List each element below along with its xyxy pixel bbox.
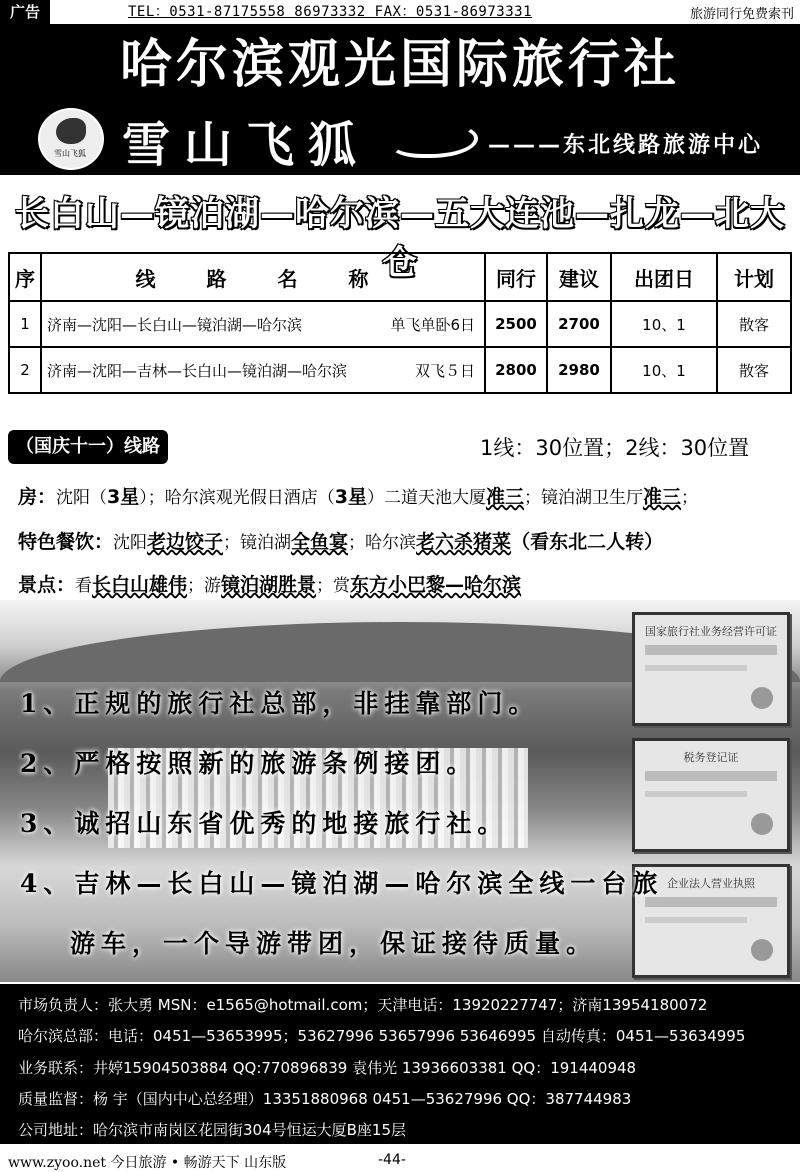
- row-name: [41, 301, 485, 347]
- selling-point: 1、正规的旅行社总部，非挂靠部门。: [20, 689, 540, 718]
- route-name: 济南—沈阳—吉林—长白山—镜泊湖—哈尔滨: [47, 361, 348, 380]
- route-title: 长白山—镜泊湖—哈尔滨—五大连池—扎龙—北大仓: [15, 194, 785, 283]
- license-title: 税务登记证: [683, 751, 739, 764]
- food-dish: 老六杀猪菜: [416, 531, 512, 553]
- hotel-info: [18, 482, 698, 509]
- travel-mode: 双飞５日: [414, 361, 475, 380]
- logo-text: 雪山飞狐: [54, 149, 86, 158]
- spots-label: 景点：: [18, 574, 76, 596]
- spot-name: 长白山雄伟: [92, 574, 188, 596]
- footer-line: 业务联系：井婷15904503884 QQ:770896839 袁伟光 13936603381 QQ：191440948: [18, 1059, 637, 1077]
- hotel-grade: 准三: [485, 486, 524, 508]
- brand-name: 雪山飞狐: [122, 117, 371, 173]
- spot-name: 镜泊湖胜景: [221, 574, 317, 596]
- hotel-text: 沈阳（: [56, 488, 108, 508]
- footer-line: 质量监督：杨 宇（国内中心总经理）13351880968 0451—53627996 QQ：387744983: [18, 1090, 632, 1108]
- row-no: 1: [9, 301, 41, 347]
- header-date: 出团日: [611, 253, 717, 301]
- row-plan: 散客: [717, 301, 791, 347]
- food-text: ；镜泊湖: [223, 533, 292, 553]
- travel-mode: 单飞单卧6日: [390, 315, 475, 334]
- table-row: [9, 347, 791, 393]
- contact-line: TEL：0531-87175558 86973332 FAX：0531-86973331: [128, 4, 533, 20]
- hotel-star: 3星: [334, 486, 367, 508]
- row-peer-price: 2500: [485, 301, 547, 347]
- website-footer: www.zyoo.net 今日旅游 • 畅游天下 山东版: [8, 1155, 287, 1171]
- routes-table: [8, 252, 792, 394]
- holiday-tag: （国庆十一）线路: [8, 430, 168, 464]
- table-row: [9, 301, 791, 347]
- row-name: [41, 347, 485, 393]
- spots-text: ；游: [187, 576, 222, 596]
- footer-line: 哈尔滨总部：电话：0451—53653995；53627996 53657996 53646995 自动传真：0451—53634995: [18, 1027, 746, 1045]
- food-text: ；哈尔滨: [348, 533, 417, 553]
- route-name: 济南—沈阳—长白山—镜泊湖—哈尔滨: [47, 315, 303, 334]
- food-dish: 全鱼宴: [291, 531, 349, 553]
- selling-point: 2、严格按照新的旅游条例接团。: [20, 749, 478, 778]
- row-date: 10、1: [611, 301, 717, 347]
- food-label: 特色餐饮：: [18, 531, 114, 553]
- hotel-text: ；: [681, 488, 699, 508]
- license-image: [632, 612, 790, 726]
- agency-name: 哈尔滨观光国际旅行社: [119, 35, 680, 95]
- footer-line: 市场负责人：张大勇 MSN：e1565@hotmail.com；天津电话：13920227747；济南13954180072: [18, 996, 708, 1014]
- table-header-row: [9, 253, 791, 301]
- hotel-text: ；镜泊湖卫生厅: [524, 488, 643, 508]
- footer-line: 公司地址：哈尔滨市南岗区花园街304号恒运大厦B座15层: [18, 1121, 407, 1139]
- ad-tag: 广告: [0, 0, 50, 24]
- hotel-text: ）二道天池大厦: [366, 488, 486, 508]
- header-plan: 计划: [717, 253, 791, 301]
- food-info: [18, 527, 663, 554]
- license-title: 企业法人营业执照: [667, 877, 755, 890]
- selling-point: 游车，一个导游带团，保证接待质量。: [70, 929, 598, 958]
- page-number: -44-: [378, 1152, 406, 1168]
- seat-count: 1线：30位置；2线：30位置: [480, 436, 750, 460]
- selling-point: 4、吉林—长白山—镜泊湖—哈尔滨全线一台旅: [20, 869, 664, 898]
- center-label: ———东北线路旅游中心: [488, 133, 764, 158]
- fox-logo-icon: [38, 108, 104, 170]
- food-text: 沈阳: [113, 533, 148, 553]
- row-peer-price: 2800: [485, 347, 547, 393]
- spots-text: 看: [75, 576, 93, 596]
- license-image: [632, 738, 790, 852]
- row-suggest-price: 2980: [547, 347, 611, 393]
- header-suggest: 建议: [547, 253, 611, 301]
- free-copy-note: 旅游同行免费索刊: [689, 7, 794, 22]
- hotel-text: ）；哈尔滨观光假日酒店（: [139, 488, 335, 508]
- row-date: 10、1: [611, 347, 717, 393]
- header-no: 序: [9, 253, 41, 301]
- hotel-star: 3星: [107, 486, 140, 508]
- header-peer: 同行: [485, 253, 547, 301]
- row-suggest-price: 2700: [547, 301, 611, 347]
- selling-point: 3、诚招山东省优秀的地接旅行社。: [20, 809, 509, 838]
- food-text: （看东北二人转）: [511, 531, 664, 553]
- header-name: 线 路 名 称: [41, 253, 485, 301]
- spot-name: 东方小巴黎—哈尔滨: [350, 574, 522, 596]
- row-plan: 散客: [717, 347, 791, 393]
- food-dish: 老边饺子: [147, 531, 224, 553]
- row-no: 2: [9, 347, 41, 393]
- spots-text: ；赏: [316, 576, 351, 596]
- hotel-grade: 准三: [643, 486, 682, 508]
- license-title: 国家旅行社业务经营许可证: [645, 625, 777, 638]
- hotel-label: 房：: [18, 486, 57, 508]
- spots-info: [18, 570, 521, 597]
